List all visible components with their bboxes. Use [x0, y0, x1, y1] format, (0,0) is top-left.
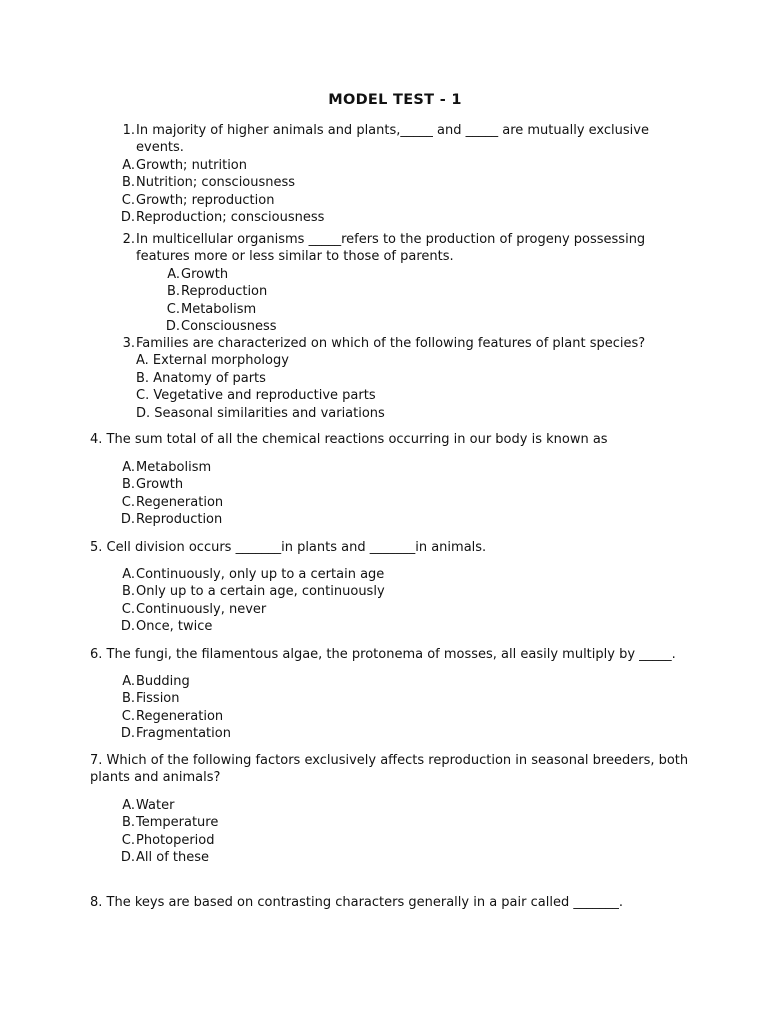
option-letter: D.	[120, 210, 135, 226]
option-letter: D.	[120, 850, 135, 866]
option-letter: A.	[122, 567, 135, 582]
question-4-text: 4. The sum total of all the chemical reactions occurring in our body is known as	[90, 432, 608, 447]
question-stem	[111, 231, 645, 266]
option-text: Growth	[136, 477, 184, 493]
option-text: Fragmentation	[136, 726, 231, 742]
option-text: Regeneration	[136, 494, 224, 510]
option-letter: B.	[166, 284, 180, 300]
question-1	[111, 122, 649, 226]
option-b	[111, 583, 385, 600]
option-letter: A.	[122, 798, 135, 813]
option-d	[111, 618, 385, 635]
option-text: Metabolism	[136, 460, 212, 475]
option-b	[111, 174, 649, 191]
option-letter: C.	[121, 192, 135, 208]
option-letter: D.	[120, 619, 135, 635]
question-stem	[111, 122, 649, 157]
option-text: A. External morphology	[136, 353, 289, 369]
option-letter: A.	[122, 674, 135, 689]
option-letter: A.	[167, 266, 180, 282]
option-letter: B.	[121, 175, 135, 191]
option-letter: B.	[121, 815, 135, 831]
question-3	[111, 335, 645, 422]
option-b	[111, 476, 223, 493]
option-letter: B.	[121, 691, 135, 707]
question-text-line: 7. Which of the following factors exclusively affects reproduction in seasonal breeders, both	[90, 753, 689, 768]
option-a	[111, 797, 218, 814]
question-text-line: features more or less similar to those of parents.	[136, 249, 454, 265]
option-text: Temperature	[136, 815, 219, 831]
option-text: Once, twice	[136, 619, 213, 635]
question-text-line: plants and animals?	[90, 770, 221, 786]
question-7-text	[90, 752, 688, 787]
option-text: Budding	[136, 674, 190, 689]
question-5-options	[111, 566, 385, 636]
question-7-options	[111, 797, 218, 867]
option-letter: C.	[121, 601, 135, 617]
option-letter: C.	[121, 708, 135, 724]
option-d	[111, 849, 218, 866]
question-number: 2.	[122, 232, 135, 247]
option-b	[111, 814, 218, 831]
option-text: B. Anatomy of parts	[136, 370, 266, 386]
option-text: Water	[136, 798, 175, 813]
option-letter: D.	[120, 726, 135, 742]
option-text: Growth; nutrition	[136, 157, 248, 173]
option-c	[111, 192, 649, 209]
option-d	[111, 318, 645, 335]
option-c	[111, 708, 231, 725]
option-text: Growth	[181, 266, 229, 282]
question-8-text: 8. The keys are based on contrasting characters generally in a pair called _______.	[90, 895, 623, 910]
option-text: Only up to a certain age, continuously	[136, 584, 385, 600]
option-letter: D.	[120, 512, 135, 528]
option-d	[111, 405, 645, 422]
option-c	[111, 301, 645, 318]
option-b	[111, 283, 645, 300]
option-d	[111, 209, 649, 226]
option-text: Consciousness	[181, 319, 277, 335]
option-c	[111, 601, 385, 618]
option-letter: B.	[121, 584, 135, 600]
question-text-line: In multicellular organisms _____refers to the production of progeny possessing	[136, 232, 646, 247]
option-text: D. Seasonal similarities and variations	[136, 405, 385, 421]
option-text: Continuously, only up to a certain age	[136, 567, 385, 582]
question-number: 1.	[122, 123, 135, 138]
question-text-line: Families are characterized on which of the following features of plant species?	[136, 336, 646, 351]
option-text: Reproduction; consciousness	[136, 210, 325, 226]
option-b	[111, 370, 645, 387]
question-6-text: 6. The fungi, the filamentous algae, the protonema of mosses, all easily multiply by _____.	[90, 647, 676, 662]
option-letter: C.	[121, 494, 135, 510]
option-a	[111, 157, 649, 174]
question-4-options	[111, 459, 223, 529]
option-a	[111, 566, 385, 583]
option-b	[111, 690, 231, 707]
option-letter: C.	[121, 832, 135, 848]
question-6-options	[111, 673, 231, 743]
question-5-text: 5. Cell division occurs _______in plants and _______in animals.	[90, 540, 487, 555]
option-letter: B.	[121, 477, 135, 493]
option-text: Metabolism	[181, 301, 257, 317]
option-a	[111, 459, 223, 476]
option-text: All of these	[136, 850, 210, 866]
option-c	[111, 832, 218, 849]
option-text: Regeneration	[136, 708, 224, 724]
page-title: MODEL TEST - 1	[328, 92, 462, 108]
option-text: Reproduction	[136, 512, 223, 528]
question-number: 3.	[122, 336, 135, 351]
option-c	[111, 387, 645, 404]
option-a	[111, 266, 645, 283]
option-letter: A.	[122, 460, 135, 475]
question-text-line: events.	[136, 140, 184, 156]
option-c	[111, 494, 223, 511]
option-text: Photoperiod	[136, 832, 215, 848]
option-letter: D.	[165, 319, 180, 335]
question-text-line: In majority of higher animals and plants,_____ and _____ are mutually exclusive	[136, 123, 649, 138]
option-text: Reproduction	[181, 284, 268, 300]
option-a	[111, 673, 231, 690]
option-text: C. Vegetative and reproductive parts	[136, 388, 376, 404]
option-letter: A.	[122, 157, 135, 173]
option-letter: C.	[166, 301, 180, 317]
option-text: Fission	[136, 691, 180, 707]
option-text: Continuously, never	[136, 601, 267, 617]
option-d	[111, 511, 223, 528]
question-stem	[111, 335, 645, 352]
question-2	[111, 231, 645, 335]
option-text: Nutrition; consciousness	[136, 175, 296, 191]
option-text: Growth; reproduction	[136, 192, 275, 208]
option-a	[111, 352, 645, 369]
option-d	[111, 725, 231, 742]
